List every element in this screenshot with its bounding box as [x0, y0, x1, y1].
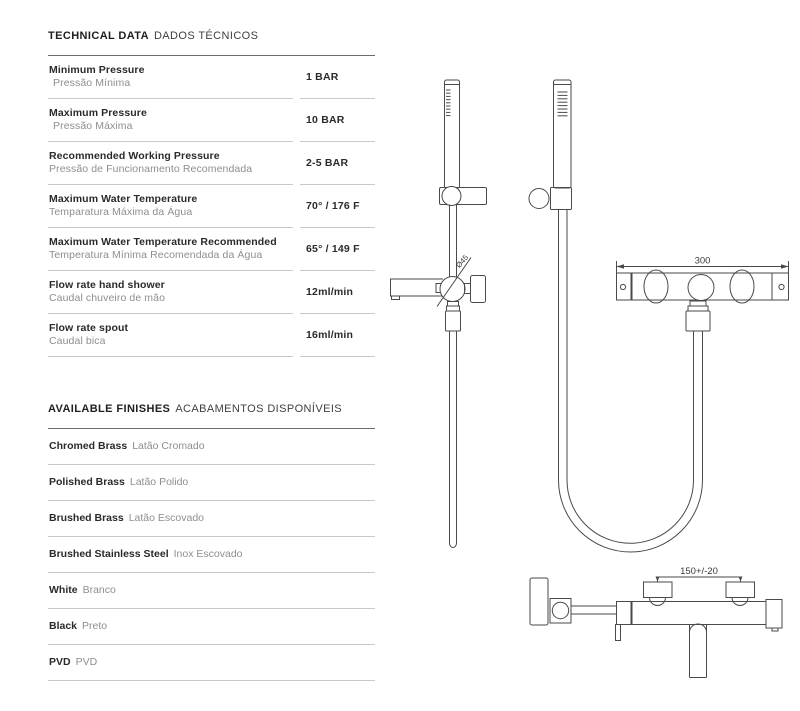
tub-spout-top-view [690, 624, 707, 678]
finish-item [48, 537, 375, 573]
finish-label-en: PVD [49, 656, 71, 668]
wall-holder-bracket [551, 188, 572, 210]
flow-handle [730, 270, 754, 303]
drawing-hand-shower-front-view [529, 80, 703, 552]
row-label-pt: Pressão Máxima [53, 120, 133, 132]
row-label-en: Maximum Water Temperature Recommended [49, 236, 277, 248]
finish-label-en: Brushed Brass [49, 512, 124, 524]
table-row [48, 99, 375, 142]
finish-label-en: Black [49, 620, 78, 632]
row-value: 12ml/min [300, 271, 375, 314]
finish-label-en: Brushed Stainless Steel [49, 548, 169, 560]
available-finishes-heading [48, 403, 375, 415]
row-value: 70° / 176 F [300, 185, 375, 228]
spec-panel [48, 30, 375, 681]
row-value: 16ml/min [300, 314, 375, 357]
finish-item [48, 645, 375, 681]
row-label-pt: Temperatura Mínima Recomendada da Água [49, 249, 263, 261]
shower-hose [559, 210, 703, 553]
row-label-pt: Temparatura Máxima da Água [49, 206, 193, 218]
table-row [48, 271, 375, 314]
rail-lower [450, 331, 457, 548]
finish-label-pt: Latão Cromado [132, 440, 205, 452]
row-label-pt: Caudal bica [49, 335, 106, 347]
width-dimension-label: 300 [694, 255, 711, 267]
row-value: 1 BAR [300, 56, 375, 99]
width-dimension [617, 256, 789, 273]
diverter-knob [688, 275, 714, 301]
row-label-en: Minimum Pressure [49, 64, 145, 76]
technical-data-heading [48, 30, 375, 42]
hand-shower-wand-front [554, 80, 572, 188]
table-row [48, 185, 375, 228]
diameter-dimension-label: Ø45 [454, 253, 471, 270]
spout-aerator [392, 296, 400, 300]
holder-knob-top-view [552, 602, 568, 618]
bracket-knob [442, 187, 461, 206]
finish-label-pt: Branco [82, 584, 116, 596]
control-knob [465, 276, 486, 303]
mounting-screw [620, 284, 625, 289]
hose-connector [446, 302, 461, 332]
finish-label-pt: Preto [82, 620, 108, 632]
finish-label-pt: PVD [75, 656, 98, 668]
row-value: 65° / 149 F [300, 228, 375, 271]
hand-shower-top-view [530, 578, 548, 625]
check-valve-pin [616, 625, 621, 641]
row-label-pt: Caudal chuveiro de mão [49, 292, 166, 304]
technical-data-table [48, 56, 375, 357]
drawing-shower-column-side-view [391, 80, 487, 548]
holder-knob [529, 189, 549, 209]
finish-label-pt: Latão Polido [129, 476, 189, 488]
mounting-screw [779, 284, 784, 289]
spray-face-hatch [558, 92, 568, 116]
row-label-en: Maximum Water Temperature [49, 193, 198, 205]
finish-item [48, 429, 375, 465]
finish-label-en: Polished Brass [49, 476, 125, 488]
available-finishes-heading-en: AVAILABLE FINISHES [48, 403, 171, 415]
finish-item [48, 573, 375, 609]
row-label-pt: Pressão Mínima [53, 77, 131, 89]
table-row [48, 56, 375, 99]
row-label-en: Maximum Pressure [49, 107, 147, 119]
technical-drawings [380, 50, 800, 711]
finish-label-en: Chromed Brass [49, 440, 128, 452]
finish-item [48, 465, 375, 501]
spout [391, 279, 444, 300]
finish-label-pt: Inox Escovado [173, 548, 243, 560]
row-value: 10 BAR [300, 99, 375, 142]
technical-data-heading-en: TECHNICAL DATA [48, 30, 149, 42]
drawing-bar-mixer-front-view [617, 256, 789, 332]
row-label-en: Recommended Working Pressure [49, 150, 220, 162]
table-row [48, 228, 375, 271]
finish-item [48, 609, 375, 645]
available-finishes-section [48, 403, 375, 681]
table-row [48, 314, 375, 357]
drawing-bar-mixer-top-view [530, 566, 782, 678]
valve-body [440, 277, 465, 302]
spacing-dimension-label: 150+/-20 [680, 566, 718, 577]
available-finishes-heading-pt: ACABAMENTOS DISPONÍVEIS [175, 403, 343, 415]
row-label-pt: Pressão de Funcionamento Recomendada [49, 163, 253, 175]
temperature-handle [644, 270, 668, 303]
spacing-dimension [656, 566, 743, 582]
finish-label-en: White [49, 584, 78, 596]
table-row [48, 142, 375, 185]
finish-item [48, 501, 375, 537]
row-label-en: Flow rate spout [49, 322, 129, 334]
hose-outlet-connector [686, 301, 710, 331]
row-label-en: Flow rate hand shower [49, 279, 165, 291]
spray-face-hatch [446, 90, 451, 116]
finish-label-pt: Latão Escovado [128, 512, 205, 524]
row-value: 2-5 BAR [300, 142, 375, 185]
end-cap [766, 600, 782, 629]
technical-data-heading-pt: DADOS TÉCNICOS [153, 30, 259, 42]
